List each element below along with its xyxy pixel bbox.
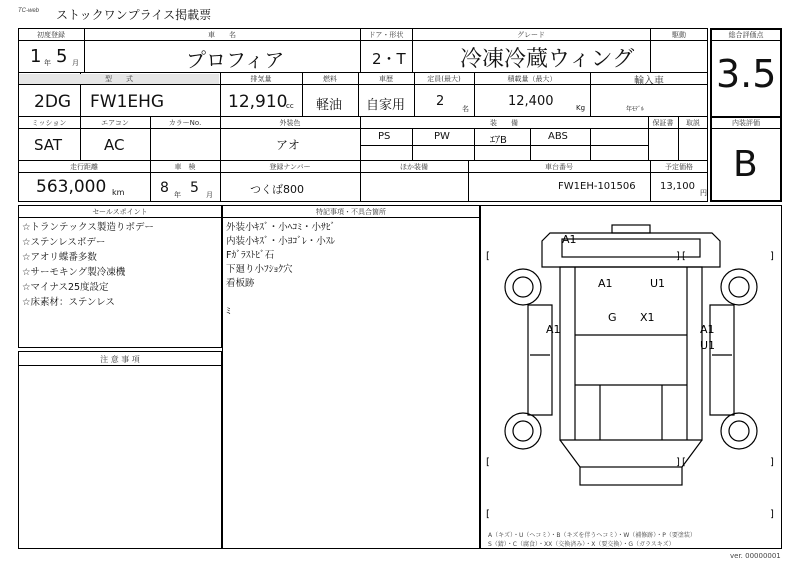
label-plate: 登録ナンバー (269, 163, 311, 171)
label-ext-color: 外装色 (279, 119, 301, 127)
sales-point: ☆マイナス25度設定 (22, 282, 109, 293)
bracket: ] (770, 251, 774, 262)
insp-year-unit: 年 (174, 191, 181, 199)
bracket: ] (770, 509, 774, 520)
bracket: ] (676, 251, 680, 262)
bracket: [ (486, 457, 490, 468)
displacement-unit: cc (286, 102, 294, 110)
label-model: 型 式 (19, 74, 219, 84)
mileage: 563,000 (36, 177, 107, 197)
note-item: Fｶﾞﾗｽﾄﾋﾞ石 (226, 250, 275, 261)
bracket: ] (770, 457, 774, 468)
wheel-front-left (505, 269, 541, 305)
brand-logo: TC-web (18, 8, 40, 14)
reg-year-unit: 年 (44, 59, 51, 67)
displacement: 12,910 (228, 92, 288, 112)
fuel: 軽油 (316, 98, 343, 113)
sales-point: ☆サーモキング製冷凍機 (22, 267, 126, 278)
load-unit: Kg (576, 104, 586, 112)
load: 12,400 (508, 94, 554, 109)
equip-abs: ABS (548, 131, 568, 142)
note-item: 外装小ｷｽﾞ・小ﾍｺﾐ・小ｻﾋﾞ (226, 222, 336, 233)
label-overall-score: 総合評価点 (728, 31, 764, 39)
damage-mark: A1 (700, 323, 715, 336)
label-displacement: 排気量 (250, 75, 272, 83)
page-title: ストックワンプライス掲載票 (56, 8, 212, 22)
bracket: [ (486, 251, 490, 262)
insp-year: 8 (160, 180, 169, 196)
label-chassis-no: 車台番号 (545, 163, 573, 171)
damage-mark: A1 (546, 323, 561, 336)
legend-line: S（錆）・C（腐食）・XX（交換済み）・X（要交換）・G（ガラスキズ） (488, 541, 675, 548)
label-notes: 特記事項・不具合箇所 (316, 208, 386, 216)
wheel-front-right (721, 269, 757, 305)
label-load: 積載量（最大） (507, 75, 557, 83)
equip-ps: PS (378, 131, 391, 142)
label-cautions: 注 意 事 項 (100, 355, 140, 364)
note-item: 看板跡 (226, 278, 255, 289)
capacity-unit: 名 (462, 105, 469, 113)
label-capacity: 定員(最大) (427, 75, 461, 83)
label-drive: 駆動 (672, 31, 686, 39)
damage-mark: U1 (650, 277, 666, 290)
label-equipment: 装 備 (490, 119, 518, 127)
damage-mark: X1 (640, 311, 655, 324)
label-warranty: 保証書 (652, 119, 674, 127)
sales-point: ☆トランテックス製造りボデー (22, 222, 154, 233)
capacity: 2 (436, 94, 445, 109)
damage-mark: U1 (700, 339, 716, 352)
bracket: [ (682, 251, 686, 262)
note-item: 内装小ｷｽﾞ・小ﾖｺﾞﾚ・小ｽﾚ (226, 236, 336, 247)
label-mileage: 走行距離 (70, 163, 98, 171)
cautions-panel (18, 351, 222, 549)
price: 13,100 (660, 181, 695, 192)
sales-point: ☆ステンレスボデー (22, 237, 106, 248)
damage-mark: G (608, 311, 617, 324)
ext-color: アオ (276, 138, 300, 152)
door-shape: 2・T (372, 50, 406, 68)
rear-bumper-outline (580, 467, 682, 485)
overall-score: 3.5 (716, 52, 777, 96)
mileage-unit: km (112, 188, 125, 197)
model-code: FW1EHG (90, 92, 165, 112)
label-aircon: エアコン (101, 119, 129, 127)
sales-point: ☆床素材：ステンレス (22, 297, 115, 308)
bracket: [ (486, 509, 490, 520)
reg-year: 1 (30, 46, 42, 67)
bracket: ] (676, 457, 680, 468)
label-grade: グレード (517, 31, 545, 39)
reg-month: 5 (56, 46, 68, 67)
reg-month-unit: 月 (72, 59, 79, 67)
car-name: プロフィア (186, 48, 285, 72)
equip-pw: PW (434, 131, 450, 142)
label-purpose: 車歴 (379, 75, 393, 83)
insp-month-unit: 月 (206, 191, 213, 199)
label-car-name: 車 名 (208, 31, 236, 39)
wheel-rear-left (505, 413, 541, 449)
label-interior-score: 内装評価 (732, 119, 760, 127)
year-model: 年ﾓﾃﾞﾙ (626, 106, 645, 113)
label-price: 予定価格 (665, 163, 693, 171)
note-item: ﾐ (226, 306, 231, 317)
label-sales-points: セールスポイント (92, 208, 148, 216)
legend-line: A（キズ）・U（ヘコミ）・B（キズを伴うヘコミ）・W（補修跡）・P（要塗装） (488, 532, 696, 539)
price-unit: 円 (700, 189, 707, 197)
label-fuel: 燃料 (323, 75, 337, 83)
label-inspection: 車 検 (174, 163, 196, 171)
mission: SAT (34, 136, 63, 154)
label-recall: 取説 (686, 119, 700, 127)
side-left-outline (528, 305, 552, 415)
grade: 冷凍冷蔵ウィング (460, 47, 635, 72)
version-label: ver. 00000001 (730, 552, 781, 560)
plate: つくば800 (250, 183, 304, 196)
sales-point: ☆アオリ蝶番多数 (22, 252, 97, 263)
bracket: [ (682, 457, 686, 468)
label-door-shape: ドア・形状 (368, 31, 404, 39)
chassis-no: FW1EH-101506 (558, 181, 636, 192)
damage-mark: A1 (562, 233, 577, 246)
wheel-rear-right (721, 413, 757, 449)
purpose: 自家用 (366, 98, 406, 113)
side-right-outline (710, 305, 734, 415)
body-outline (560, 267, 702, 440)
truck-diagram (480, 205, 782, 549)
label-first-reg: 初度登録 (37, 31, 65, 39)
label-mission: ミッション (31, 119, 67, 127)
equip-airbag: ｴｱB (490, 135, 507, 146)
label-other-equip: ほか装備 (400, 163, 428, 171)
aircon: AC (104, 136, 125, 154)
note-item: 下廻り小ﾌｼｮｸ穴 (226, 264, 293, 275)
damage-mark: A1 (598, 277, 613, 290)
label-import: 輸入車 (634, 76, 664, 87)
insp-month: 5 (190, 180, 199, 196)
interior-score: B (733, 144, 758, 185)
model-prefix: 2DG (34, 92, 72, 112)
label-color-no: カラーNo. (168, 119, 202, 127)
